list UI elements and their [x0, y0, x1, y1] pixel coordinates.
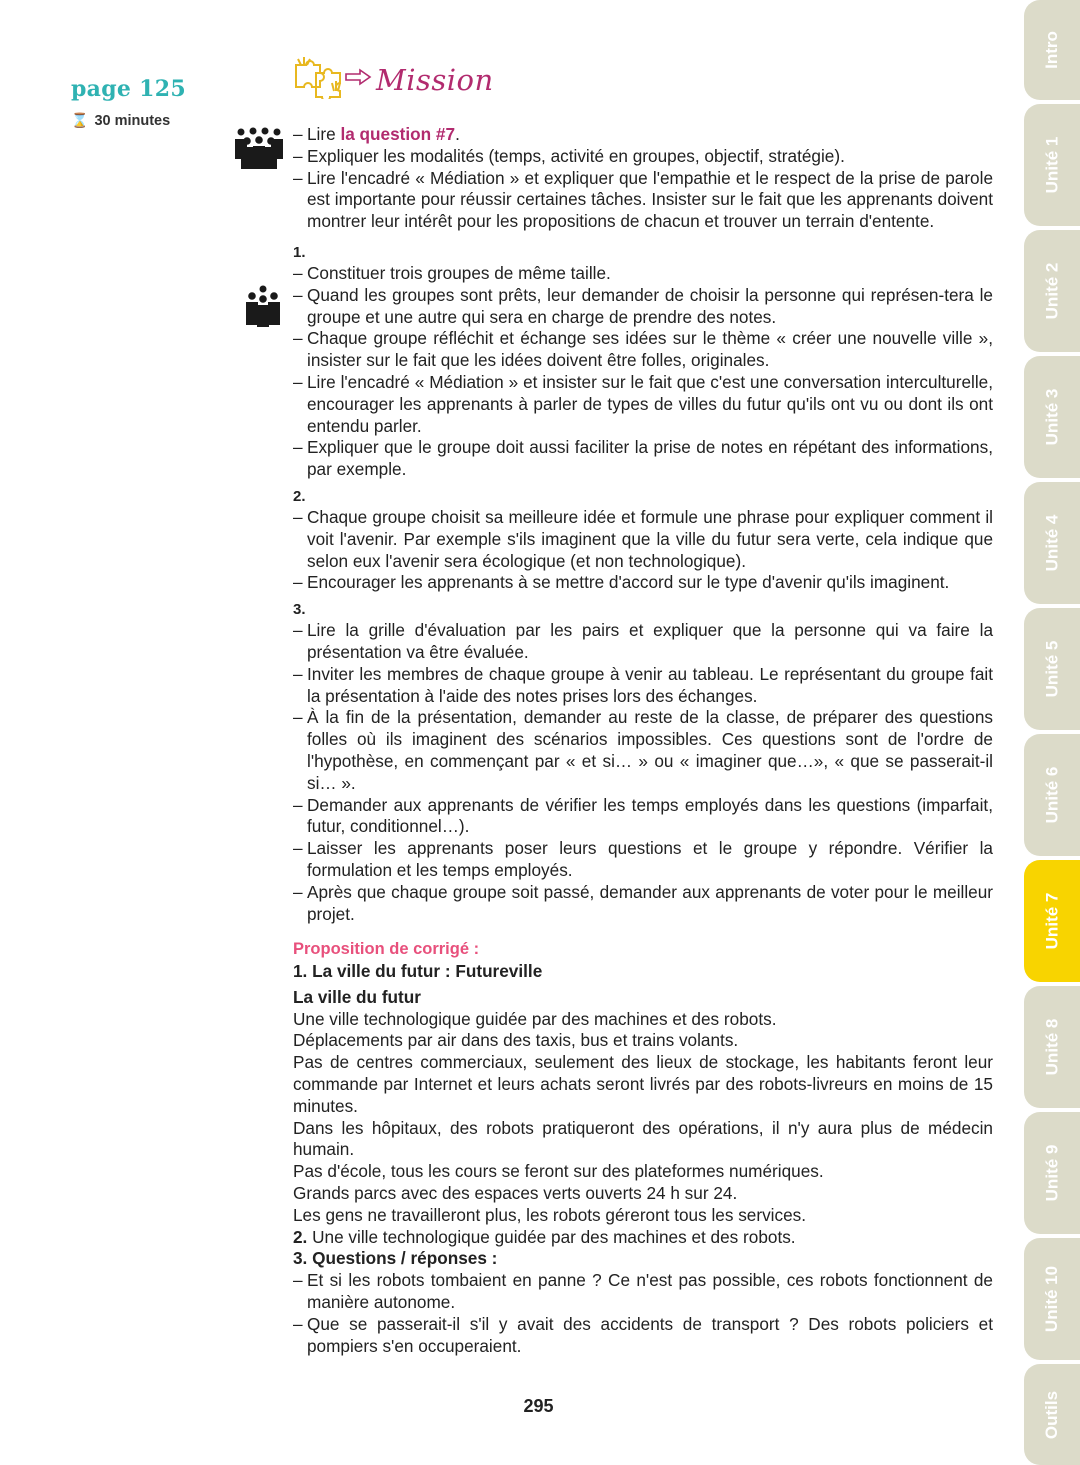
hourglass-icon: ⌛	[71, 112, 89, 128]
tab-unite-6[interactable]	[1024, 734, 1080, 856]
list-item: – Lire l'encadré « Médiation » et expliquer que l'empathie et le respect de la prise de parole est importante pour réussir certaines tâches. Insister sur le fait que les apprenants doivent montrer leur intérêt pour les propositions de chacun et trouver un terrain d'entente.	[293, 168, 993, 233]
correction-line: Pas de centres commerciaux, seulement des lieux de stockage, les habitants feront leur commande par Internet et leurs achats seront livrés par des robots-livreurs en moins de 15 minutes.	[293, 1052, 993, 1116]
step-3	[293, 599, 993, 925]
correction-q3-heading: 3. Questions / réponses :	[293, 1248, 498, 1269]
list-item: – Inviter les membres de chaque groupe à venir au tableau. Le représentant du groupe fait la présentation à l'aide des notes prises lors des échanges.	[293, 664, 993, 708]
list-item: – Encourager les apprenants à se mettre d'accord sur le type d'avenir qu'ils imaginent.	[293, 572, 993, 594]
list-item: – Lire l'encadré « Médiation » et insister sur le fait que c'est une conversation interculturelle, encourager les apprenants à parler de types de villes du futur qu'ils ont vu ou dont ils ont entendu parler.	[293, 372, 993, 437]
chapter-tabs	[1024, 0, 1080, 1465]
tab-unite-4[interactable]	[1024, 482, 1080, 604]
mission-title: Mission	[376, 62, 494, 97]
list-item: – Après que chaque groupe soit passé, demander aux apprenants de voter pour le meilleur projet.	[293, 882, 993, 926]
tab-unite-5[interactable]	[1024, 608, 1080, 730]
tab-unite-9[interactable]	[1024, 1112, 1080, 1234]
list-item: – Que se passerait-il s'il y avait des accidents de transport ? Des robots policiers et pompiers s'en occuperaient.	[293, 1314, 993, 1358]
tab-unite-1[interactable]	[1024, 104, 1080, 226]
list-item: – Et si les robots tombaient en panne ? Ce n'est pas possible, ces robots fonctionnent de manière autonome.	[293, 1270, 993, 1314]
question-reference: la question #7	[340, 124, 456, 144]
correction-q1-heading: 1. La ville du futur : Futureville	[293, 961, 543, 982]
page-reference: page 125	[71, 76, 186, 102]
tab-outils[interactable]	[1024, 1364, 1080, 1465]
tab-intro[interactable]	[1024, 0, 1080, 100]
tab-label: Outils	[1041, 1390, 1061, 1439]
correction-line: Grands parcs avec des espaces verts ouverts 24 h sur 24.	[293, 1183, 738, 1204]
list-item: – Constituer trois groupes de même taille.	[293, 263, 993, 285]
tab-label: Unité 8	[1042, 1018, 1061, 1076]
tab-unite-3[interactable]	[1024, 356, 1080, 478]
puzzle-hands-icon	[292, 55, 344, 104]
step-number: 1.	[293, 243, 306, 261]
correction-line: Dans les hôpitaux, des robots pratiqueront des opérations, il n'y aura plus de médecin humain.	[293, 1117, 993, 1160]
list-item: – Lire la question #7.	[293, 124, 993, 146]
list-item: – Expliquer les modalités (temps, activité en groupes, objectif, stratégie).	[293, 146, 993, 168]
correction-line: Une ville technologique guidée par des machines et des robots.	[293, 1008, 777, 1029]
correction-section	[293, 939, 993, 1357]
tab-label: Intro	[1042, 31, 1061, 69]
large-group-icon	[234, 127, 284, 174]
tab-unite-2[interactable]	[1024, 230, 1080, 352]
tab-unite-10[interactable]	[1024, 1238, 1080, 1360]
step-1	[293, 242, 993, 481]
list-item: – Laisser les apprenants poser leurs questions et le groupe y répondre. Vérifier la formulation et les temps employés.	[293, 838, 993, 882]
duration	[71, 112, 186, 129]
page-footer	[0, 1396, 1080, 1417]
correction-line: Les gens ne travailleront plus, les robots géreront tous les services.	[293, 1204, 807, 1225]
tab-unite-7[interactable]	[1024, 860, 1080, 982]
tab-label: Unité 1	[1042, 136, 1061, 194]
list-item: – À la fin de la présentation, demander au reste de la classe, de préparer des questions folles où ils imaginent des scénarios impossibles. Ces questions sont de l'ordre de l'hypothèse, en commençant par « et si… » ou « imaginer que…», « que se passerait-il si… ».	[293, 707, 993, 794]
small-group-icon	[246, 285, 280, 332]
tab-label: Unité 3	[1042, 388, 1061, 446]
list-item: – Chaque groupe choisit sa meilleure idée et formule une phrase pour expliquer comment il voit l'avenir. Par exemple s'ils imaginent que la ville du futur sera verte, cela indique que selon eux l'avenir sera écologique (et non technologique).	[293, 507, 993, 572]
arrow-right-outline-icon	[344, 68, 372, 91]
list-item: – Chaque groupe réfléchit et échange ses idées sur le thème « créer une nouvelle ville », insister sur le fait que les idées doivent être folles, originales.	[293, 328, 993, 372]
tab-label: Unité 10	[1042, 1265, 1062, 1333]
list-item: – Demander aux apprenants de vérifier les temps employés dans les questions (imparfait, futur, conditionnel…).	[293, 795, 993, 839]
page-number: 295	[523, 1396, 554, 1416]
list-item: – Lire la grille d'évaluation par les pairs et expliquer que la personne qui va faire la présentation va être évaluée.	[293, 620, 993, 664]
step-number: 2.	[293, 487, 306, 505]
list-item: – Quand les groupes sont prêts, leur demander de choisir la personne qui représen-tera le groupe et une autre qui sera en charge de prendre des notes.	[293, 285, 993, 329]
tab-label: Unité 7	[1042, 892, 1061, 950]
list-item: – Expliquer que le groupe doit aussi faciliter la prise de notes en répétant des informations, par exemple.	[293, 437, 993, 481]
tab-unite-8[interactable]	[1024, 986, 1080, 1108]
left-column	[71, 76, 186, 129]
intro-list	[293, 124, 993, 233]
tab-label: Unité 2	[1042, 262, 1061, 320]
correction-q2: 2. Une ville technologique guidée par des machines et des robots.	[293, 1226, 796, 1247]
correction-title: Proposition de corrigé :	[293, 940, 480, 959]
tab-label: Unité 6	[1042, 766, 1061, 824]
mission-header	[292, 55, 494, 104]
correction-line: Déplacements par air dans des taxis, bus et trains volants.	[293, 1030, 739, 1051]
correction-line: Pas d'école, tous les cours se feront sur des plateformes numériques.	[293, 1161, 824, 1182]
tab-label: Unité 5	[1042, 640, 1061, 698]
step-number: 3.	[293, 601, 306, 619]
correction-subheading: La ville du futur	[293, 986, 421, 1007]
duration-text: 30 minutes	[94, 112, 171, 129]
tab-label: Unité 9	[1042, 1144, 1061, 1202]
step-2	[293, 486, 993, 594]
mission-instructions	[293, 124, 993, 1357]
tab-label: Unité 4	[1042, 514, 1061, 572]
